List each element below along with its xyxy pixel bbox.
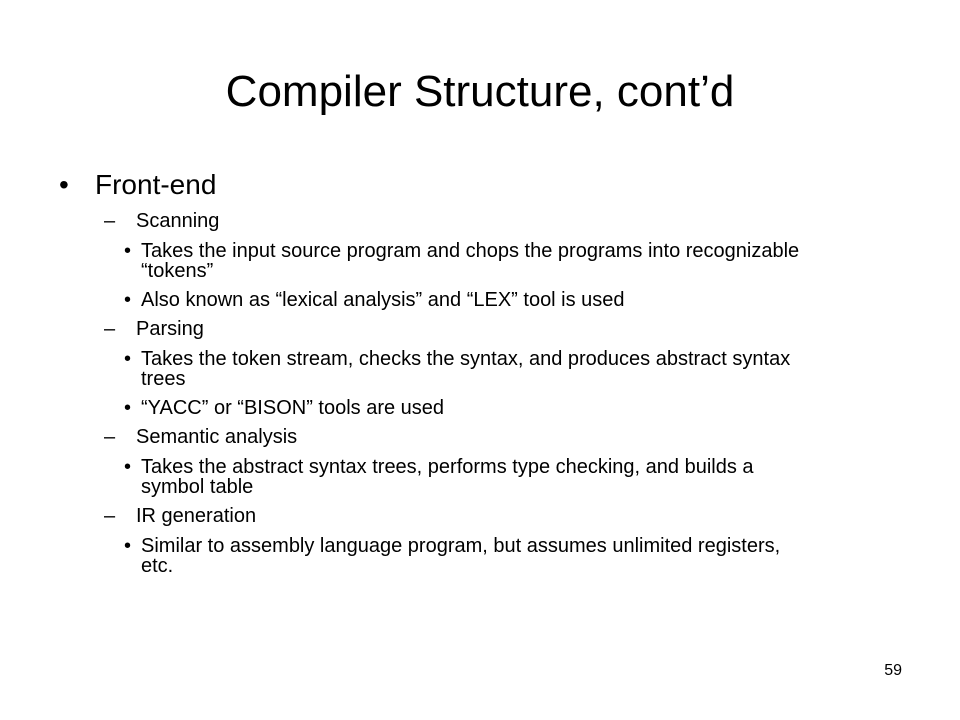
- point-text: “YACC” or “BISON” tools are used: [141, 397, 445, 419]
- slide-title: Compiler Structure, cont’d: [225, 67, 735, 116]
- subsection-label: Scanning: [136, 210, 220, 232]
- semantic-analysis-points: [124, 457, 899, 497]
- point-scanning-2: [124, 290, 801, 310]
- parsing-points: [124, 349, 899, 418]
- subsection-label: IR generation: [136, 505, 257, 527]
- bullet-glyph: •: [124, 289, 132, 311]
- dash-glyph: –: [104, 210, 116, 232]
- scanning-points: [124, 241, 899, 310]
- bullet-glyph: •: [124, 397, 132, 419]
- bullet-glyph: •: [59, 169, 69, 200]
- point-semantic-analysis-1: [124, 457, 801, 497]
- bullet-glyph: •: [124, 456, 132, 478]
- dash-glyph: –: [104, 505, 116, 527]
- point-ir-generation-1: [124, 536, 801, 576]
- subsection-semantic-analysis: [104, 426, 899, 448]
- dash-glyph: –: [104, 426, 116, 448]
- ir-generation-points: [124, 536, 899, 576]
- point-text: Takes the input source program and chops the programs into recognizable “tokens”: [141, 240, 800, 282]
- subsection-label: Parsing: [136, 318, 204, 340]
- subsection-ir-generation: [104, 505, 899, 527]
- subsection-parsing: [104, 318, 899, 340]
- point-scanning-1: [124, 241, 801, 281]
- subsection-scanning: [104, 210, 899, 232]
- bullet-glyph: •: [124, 348, 132, 370]
- slide-body: [59, 168, 899, 576]
- point-parsing-2: [124, 398, 801, 418]
- point-text: Similar to assembly language program, but assumes unlimited registers, etc.: [141, 535, 781, 577]
- bullet-glyph: •: [124, 240, 132, 262]
- point-text: Takes the abstract syntax trees, performs type checking, and builds a symbol table: [141, 456, 754, 498]
- slide-number: 59: [884, 662, 902, 679]
- point-text: Also known as “lexical analysis” and “LEX” tool is used: [141, 289, 625, 311]
- dash-glyph: –: [104, 318, 116, 340]
- subsection-label: Semantic analysis: [136, 426, 298, 448]
- bullet-label: Front-end: [95, 169, 217, 200]
- front-end-subsections: [104, 210, 899, 576]
- bullet-glyph: •: [124, 535, 132, 557]
- bullet-front-end: [59, 168, 899, 202]
- point-parsing-1: [124, 349, 801, 389]
- point-text: Takes the token stream, checks the syntax, and produces abstract syntax trees: [141, 348, 791, 390]
